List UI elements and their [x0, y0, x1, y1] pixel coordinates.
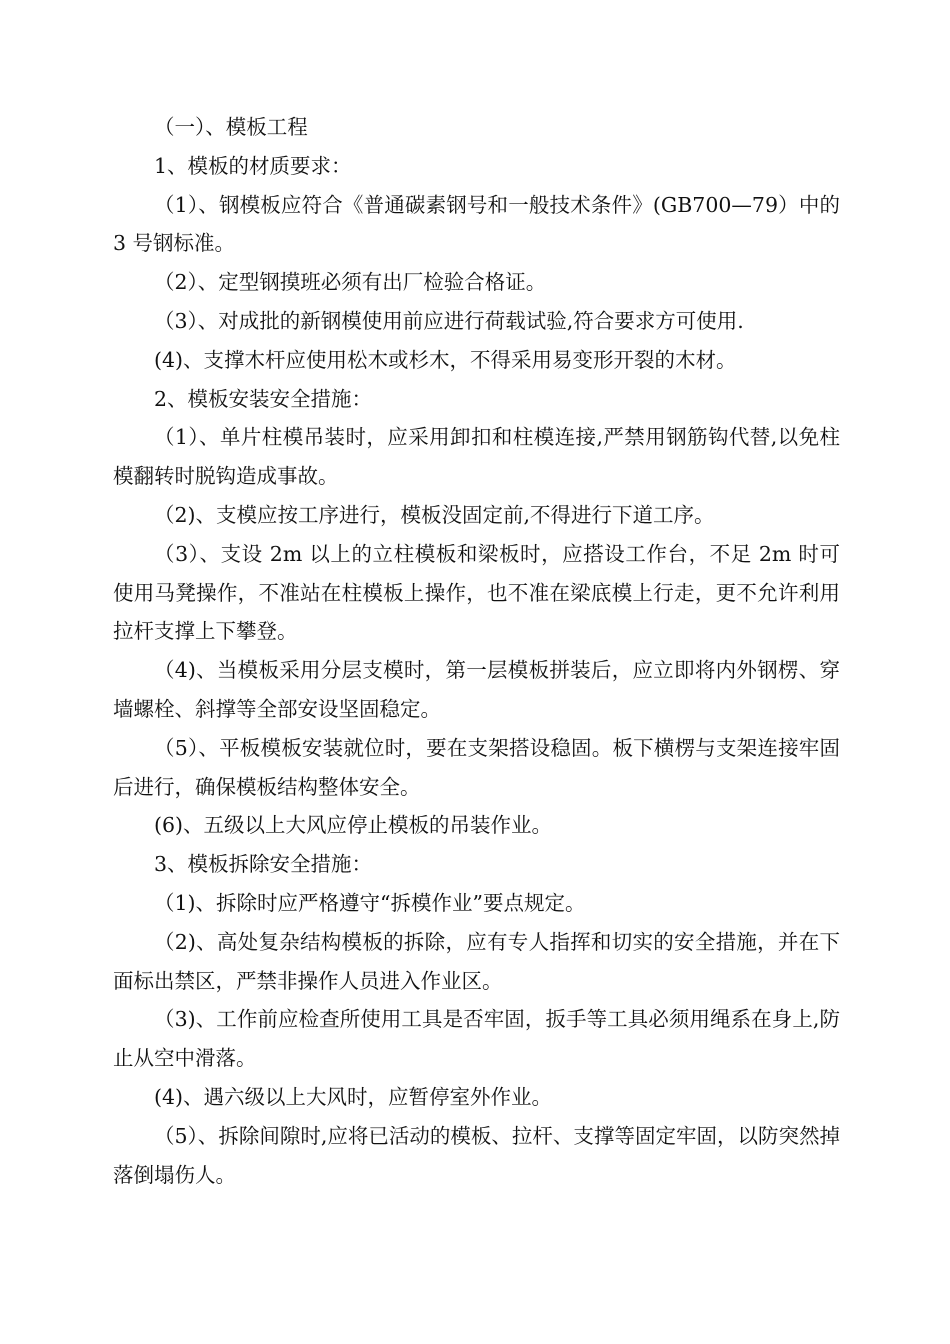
- paragraph: （5）、拆除间隙时,应将已活动的模板、拉杆、支撑等固定牢固，以防突然掉落倒塌伤人。: [113, 1123, 840, 1187]
- document-body: [113, 108, 840, 1194]
- paragraph: （2)、高处复杂结构模板的拆除，应有专人指挥和切实的安全措施，并在下面标出禁区，严禁非操作人员进入作业区。: [113, 929, 840, 993]
- paragraph: (4)、遇六级以上大风时，应暂停室外作业。: [154, 1084, 553, 1109]
- paragraph: （2)、支模应按工序进行，模板没固定前,不得进行下道工序。: [154, 502, 715, 527]
- paragraph: （3)、工作前应检查所使用工具是否牢固，扳手等工具必须用绳系在身上,防止从空中滑落。: [113, 1007, 840, 1071]
- paragraph: （4)、当模板采用分层支模时，第一层模板拼装后，应立即将内外钢楞、穿墙螺栓、斜撑等全部安设坚固稳定。: [113, 658, 840, 721]
- paragraph: （2）、定型钢摸班必须有出厂检验合格证。: [154, 270, 547, 295]
- paragraph: （1）、钢模板应符合《普通碳素钢号和一般技术条件》(GB700—79）中的 3 号钢标准。: [113, 192, 840, 256]
- paragraph: （3）、支设 2m 以上的立柱模板和梁板时，应搭设工作台，不足 2m 时可使用马凳操作，不准站在柱模板上操作，也不准在梁底模上行走，更不允许利用拉杆支撑上下攀登。: [113, 541, 840, 644]
- paragraph: (4)、支撑木杆应使用松木或杉木，不得采用易变形开裂的木材。: [154, 347, 737, 372]
- subsection-heading: 3、模板拆除安全措施：: [154, 852, 373, 877]
- subsection-heading: 2、模板安装安全措施：: [154, 386, 373, 411]
- paragraph: （3）、对成批的新钢模使用前应进行荷载试验,符合要求方可使用.: [154, 308, 744, 333]
- paragraph: （1）、单片柱模吊装时，应采用卸扣和柱模连接,严禁用钢筋钩代替,以免柱模翻转时脱钩造成事故。: [113, 425, 840, 489]
- paragraph: （5）、平板模板安装就位时，要在支架搭设稳固。板下横楞与支架连接牢固后进行，确保模板结构整体安全。: [113, 735, 840, 799]
- paragraph: (6)、五级以上大风应停止模板的吊装作业。: [154, 813, 553, 838]
- section-heading: （一）、模板工程: [154, 115, 308, 139]
- subsection-heading: 1、模板的材质要求：: [154, 153, 352, 178]
- paragraph: （1)、拆除时应严格遵守“拆模作业”要点规定。: [154, 890, 586, 915]
